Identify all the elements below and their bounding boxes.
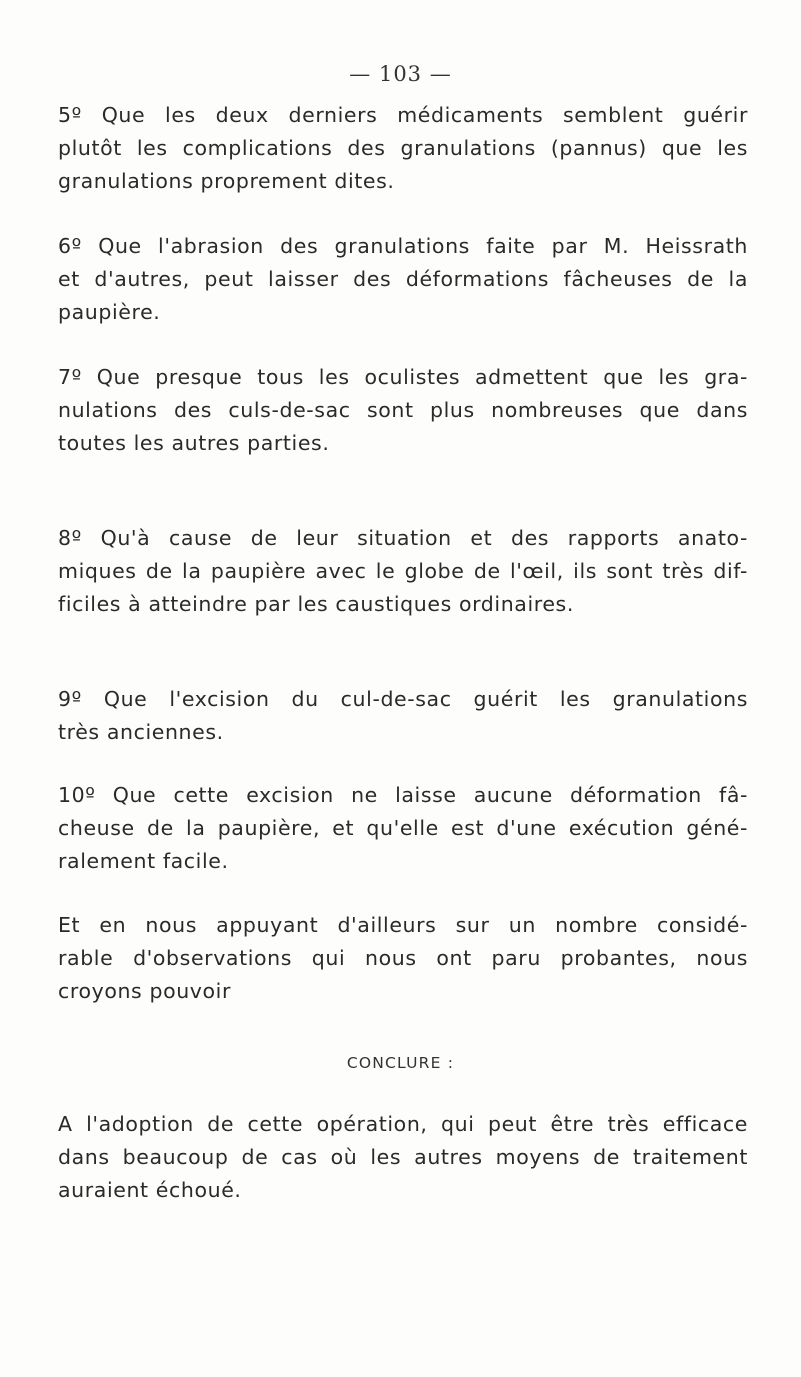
paragraph-item-6 [58, 230, 748, 329]
text-line: 8º Qu'à cause de leur situation et des rapports anato- [58, 526, 748, 550]
text-line: et d'autres, peut laisser des déformations fâcheuses de la [58, 267, 748, 291]
text-line: Et en nous appuyant d'ailleurs sur un nombre considé- [58, 913, 748, 937]
paragraph-observations [58, 909, 748, 1008]
text-line: granulations proprement dites. [58, 169, 395, 193]
text-line: plutôt les complications des granulations (pannus) que les [58, 136, 748, 160]
text-line: 6º Que l'abrasion des granulations faite par M. Heissrath [58, 234, 748, 258]
text-line: toutes les autres parties. [58, 431, 330, 455]
text-line: ralement facile. [58, 849, 229, 873]
paragraph-item-5 [58, 99, 748, 198]
page-number: — 103 — [349, 62, 452, 86]
text-line: 9º Que l'excision du cul-de-sac guérit les granulations [58, 687, 748, 711]
paragraph-item-8 [58, 522, 748, 621]
text-line: paupière. [58, 300, 161, 324]
text-line: miques de la paupière avec le globe de l'œil, ils sont très dif- [58, 559, 748, 583]
text-line: auraient échoué. [58, 1178, 242, 1202]
text-line: 5º Que les deux derniers médicaments semblent guérir [58, 103, 748, 127]
text-line: 7º Que presque tous les oculistes admettent que les gra- [58, 365, 748, 389]
text-line: 10º Que cette excision ne laisse aucune déformation fâ- [58, 783, 748, 807]
text-line: ficiles à atteindre par les caustiques ordinaires. [58, 592, 574, 616]
text-line: cheuse de la paupière, et qu'elle est d'une exécution géné- [58, 816, 748, 840]
text-line: très anciennes. [58, 720, 224, 744]
section-heading: CONCLURE : [346, 1054, 455, 1072]
text-line: rable d'observations qui nous ont paru probantes, nous [58, 946, 748, 970]
paragraph-item-7 [58, 361, 748, 460]
text-line: dans beaucoup de cas où les autres moyens de traitement [58, 1145, 748, 1169]
paragraph-item-9 [58, 683, 748, 749]
paragraph-conclusion [58, 1108, 748, 1207]
text-line: A l'adoption de cette opération, qui peut être très efficace [58, 1112, 748, 1136]
text-line: croyons pouvoir [58, 979, 231, 1003]
paragraph-item-10 [58, 779, 748, 878]
text-line: nulations des culs-de-sac sont plus nombreuses que dans [58, 398, 748, 422]
